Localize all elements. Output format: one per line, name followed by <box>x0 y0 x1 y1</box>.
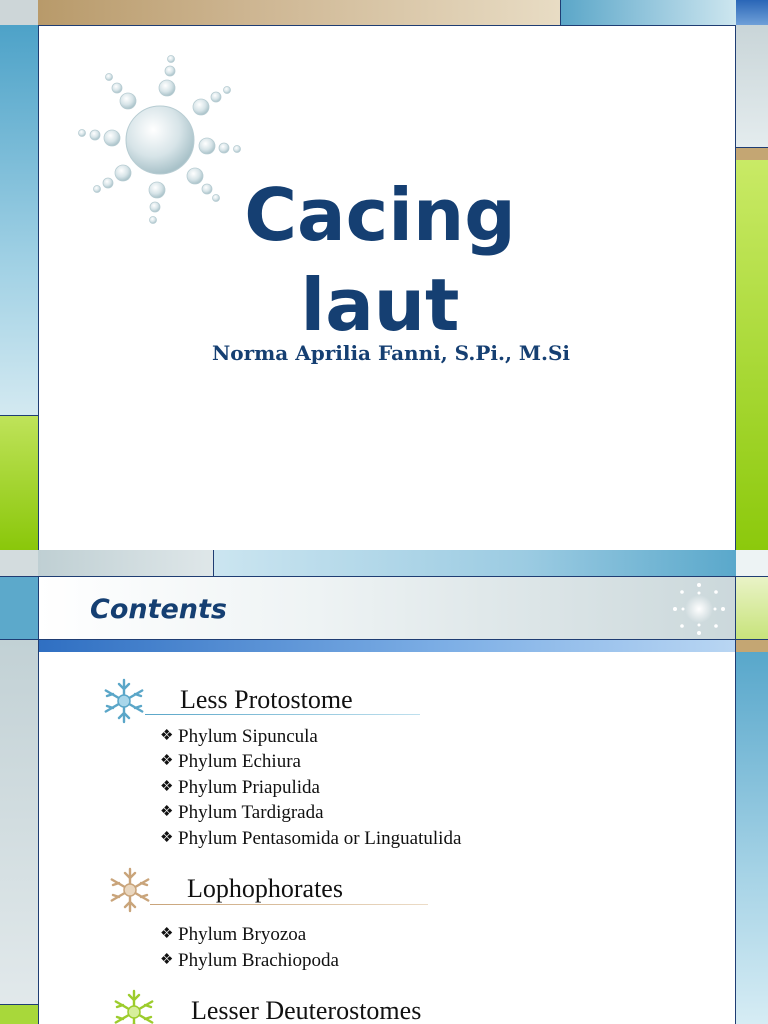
contents-slide <box>0 550 768 1024</box>
divider-line <box>735 25 736 550</box>
snowflake-blue-icon <box>100 677 148 725</box>
title-line-1: Cacing <box>244 173 516 257</box>
contents-heading: Contents <box>90 594 228 625</box>
divider-line <box>38 25 39 550</box>
list-item-label: Phylum Brachiopoda <box>178 950 339 971</box>
top-blue-band <box>560 0 736 25</box>
list-item <box>160 726 318 748</box>
snowflake-tan-icon <box>106 866 154 914</box>
right-green-band <box>736 160 768 550</box>
left-green-band <box>0 415 38 550</box>
list-item <box>160 751 301 773</box>
sparkle-icon <box>668 578 730 640</box>
list-item <box>160 802 324 824</box>
list-item-label: Phylum Pentasomida or Linguatulida <box>178 828 462 849</box>
section-title-lesser-deuterostomes: Lesser Deuterostomes <box>191 996 422 1024</box>
divider-line <box>38 576 39 1024</box>
list-item <box>160 924 306 946</box>
left-green-band <box>0 1004 38 1024</box>
section-underline <box>145 714 420 715</box>
left-cyan-band <box>0 576 38 640</box>
bullet-icon: ❖ <box>160 728 174 744</box>
left-blue-band <box>0 25 38 415</box>
right-grey-band <box>736 25 768 147</box>
author-name: Norma Aprilia Fanni, S.Pi., M.Si <box>211 341 571 365</box>
list-item <box>160 777 320 799</box>
section-title-less-protostome: Less Protostome <box>180 685 353 714</box>
section-title-lophophorates: Lophophorates <box>187 874 343 903</box>
divider-line <box>0 1004 38 1005</box>
bullet-icon: ❖ <box>160 926 174 942</box>
header-blue-band <box>38 640 736 652</box>
right-blue-band <box>736 652 768 1024</box>
top-blue-band <box>214 550 736 576</box>
bullet-icon: ❖ <box>160 753 174 769</box>
bullet-icon: ❖ <box>160 779 174 795</box>
divider-line <box>0 415 38 416</box>
list-item <box>160 950 339 972</box>
divider-line <box>735 576 736 1024</box>
divider-line <box>560 0 561 25</box>
top-right-block <box>736 0 768 25</box>
list-item-label: Phylum Tardigrada <box>178 802 324 823</box>
right-tan-band <box>736 640 768 652</box>
list-item-label: Phylum Priapulida <box>178 777 320 798</box>
divider-line <box>38 25 736 26</box>
top-left-block <box>0 550 38 576</box>
list-item <box>160 828 461 850</box>
snowflake-green-icon <box>110 988 158 1024</box>
bullet-icon: ❖ <box>160 830 174 846</box>
top-grey-band <box>38 550 213 576</box>
divider-line <box>0 639 768 640</box>
right-green-band <box>736 576 768 640</box>
left-grey-band <box>0 640 38 1024</box>
list-item-label: Phylum Bryozoa <box>178 924 307 945</box>
divider-line <box>736 147 768 148</box>
right-tan-band <box>736 147 768 160</box>
section-underline <box>150 904 428 905</box>
top-tan-band <box>38 0 560 25</box>
bullet-icon: ❖ <box>160 952 174 968</box>
divider-line <box>0 576 768 577</box>
divider-line <box>213 550 214 576</box>
top-right-block <box>736 550 768 576</box>
top-left-block <box>0 0 38 25</box>
list-item-label: Phylum Echiura <box>178 751 301 772</box>
list-item-label: Phylum Sipuncula <box>178 726 318 747</box>
bullet-icon: ❖ <box>160 804 174 820</box>
presentation-title <box>150 170 610 350</box>
title-line-2: laut <box>300 263 460 347</box>
